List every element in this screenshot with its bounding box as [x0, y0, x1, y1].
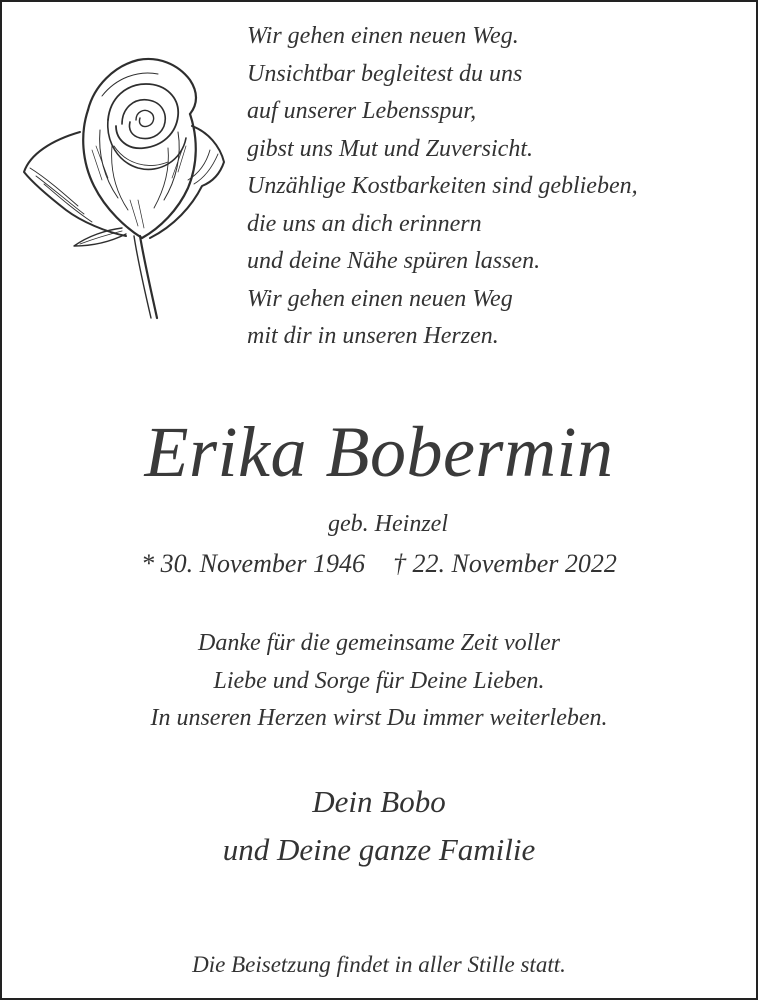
signoff-line: und Deine ganze Familie — [222, 832, 536, 867]
birth-date: * 30. November 1946 — [141, 549, 365, 578]
signoff — [2, 778, 756, 874]
poem-line: mit dir in unseren Herzen. — [247, 323, 499, 349]
poem-line: Unsichtbar begleitest du uns — [247, 60, 523, 87]
poem-line: Wir gehen einen neuen Weg — [247, 285, 513, 312]
thanks-line: Danke für die gemeinsame Zeit voller — [198, 630, 560, 656]
thanks-line: Liebe und Sorge für Deine Lieben. — [213, 667, 545, 694]
death-date: † 22. November 2022 — [393, 549, 617, 578]
poem-line: gibst uns Mut und Zuversicht. — [247, 135, 533, 162]
life-dates — [2, 547, 756, 581]
maiden-name: geb. Heinzel — [328, 511, 448, 537]
thanks-line: In unseren Herzen wirst Du immer weiterleben. — [150, 705, 608, 731]
poem-line: Wir gehen einen neuen Weg. — [247, 23, 519, 49]
deceased-name: Erika Bobermin — [144, 412, 614, 492]
poem — [247, 18, 747, 356]
thanks-message — [2, 625, 756, 738]
poem-line: und deine Nähe spüren lassen. — [247, 248, 541, 274]
signoff-line: Dein Bobo — [312, 784, 446, 819]
rose-icon — [22, 50, 232, 322]
poem-line: die uns an dich erinnern — [247, 210, 482, 237]
poem-line: Unzählige Kostbarkeiten sind geblieben, — [247, 173, 638, 199]
poem-line: auf unserer Lebensspur, — [247, 98, 477, 124]
burial-note: Die Beisetzung findet in aller Stille statt. — [192, 952, 566, 977]
